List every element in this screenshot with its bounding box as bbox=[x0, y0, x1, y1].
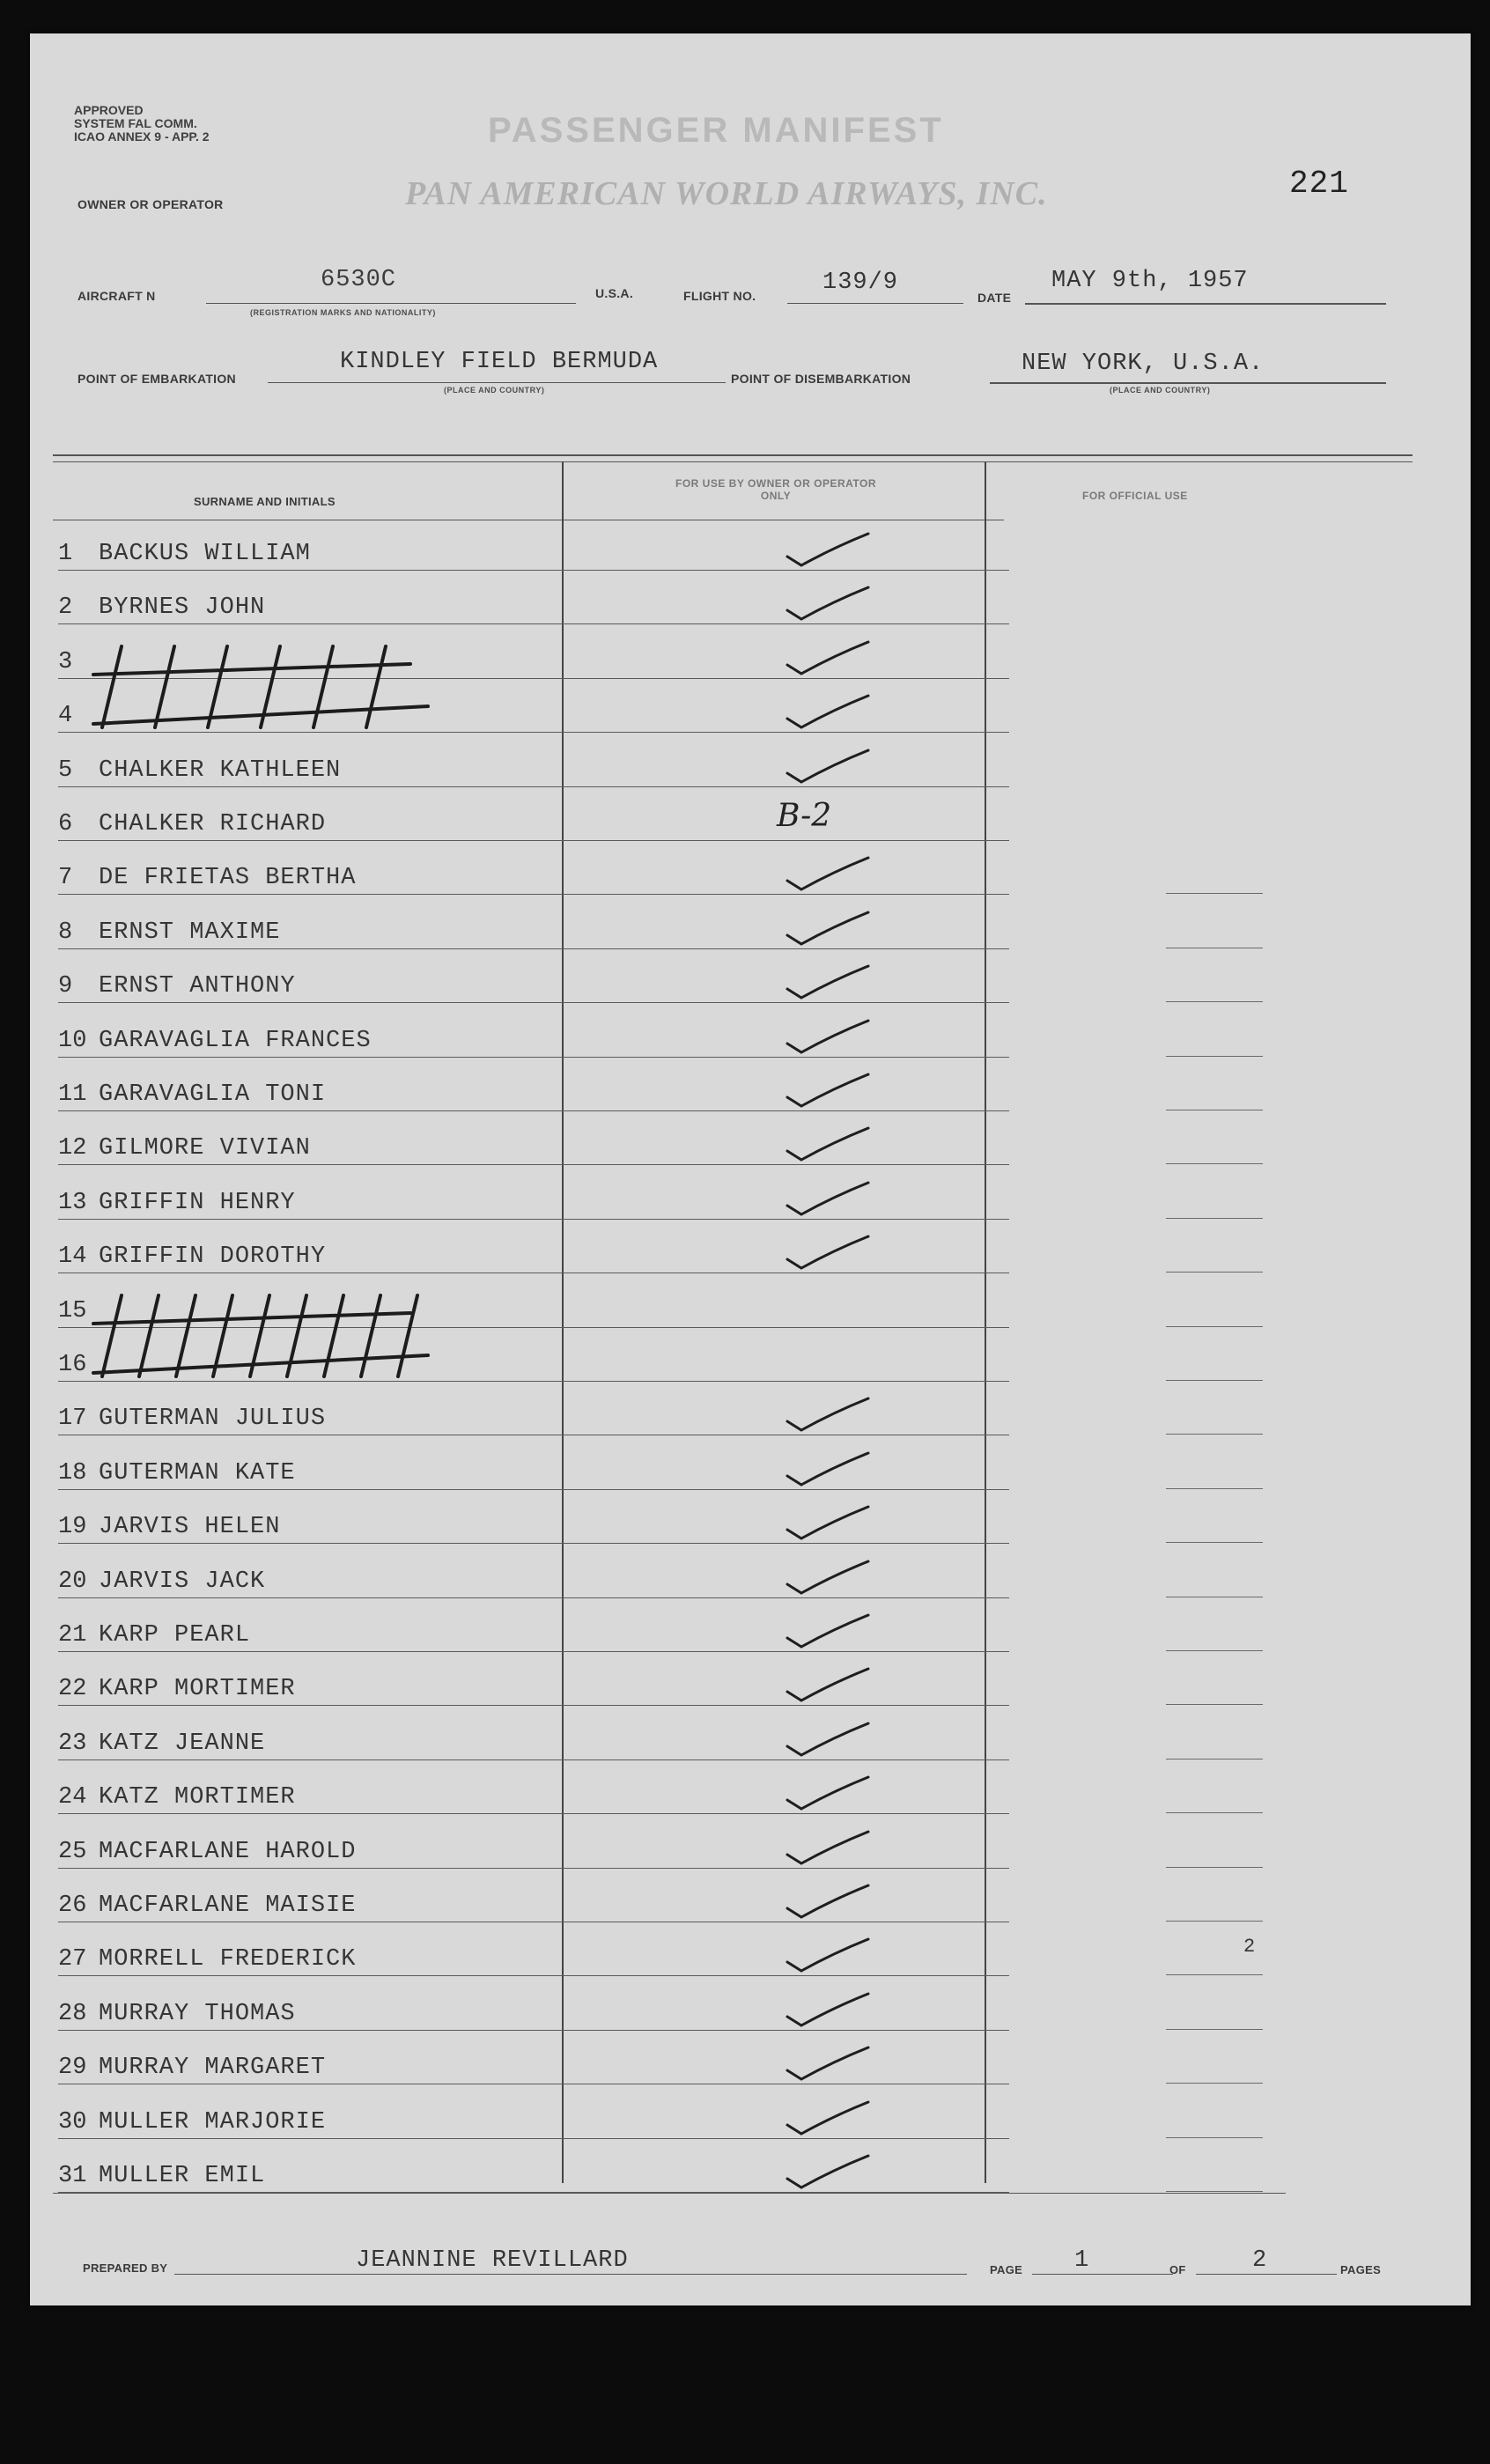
check-mark-icon bbox=[780, 2044, 877, 2083]
check-mark-icon bbox=[780, 584, 877, 623]
check-mark-icon bbox=[780, 909, 877, 948]
passenger-row bbox=[58, 950, 1027, 1003]
total-pages: 2 bbox=[1252, 2247, 1268, 2274]
row-rule bbox=[58, 732, 1009, 733]
row-rule bbox=[58, 1002, 1009, 1003]
row-rule bbox=[58, 786, 1009, 787]
check-mark-icon bbox=[780, 963, 877, 1001]
passenger-name: GILMORE VIVIAN bbox=[99, 1135, 311, 1162]
passenger-row bbox=[58, 1005, 1027, 1058]
official-use-rule bbox=[1166, 1921, 1263, 1922]
registration-hint: (REGISTRATION MARKS AND NATIONALITY) bbox=[250, 308, 436, 317]
col-owner-header: FOR USE BY OWNER OR OPERATOR ONLY bbox=[675, 477, 877, 502]
check-mark-icon bbox=[780, 1774, 877, 1812]
row-rule bbox=[58, 1975, 1009, 1976]
approval-line-1: APPROVED bbox=[74, 103, 144, 117]
aircraft-value: 6530C bbox=[321, 267, 397, 293]
date-value: MAY 9th, 1957 bbox=[1051, 268, 1249, 294]
passenger-name: GRIFFIN DOROTHY bbox=[99, 1243, 327, 1271]
manifest-sheet bbox=[30, 33, 1471, 2305]
official-use-rule bbox=[1166, 2029, 1263, 2030]
passenger-row bbox=[58, 1221, 1027, 1273]
embark-hint: (PLACE AND COUNTRY) bbox=[444, 386, 545, 395]
check-mark-icon bbox=[780, 1071, 877, 1110]
row-number: 28 bbox=[58, 2000, 87, 2027]
row-number: 5 bbox=[58, 756, 73, 784]
passenger-name: KARP MORTIMER bbox=[99, 1676, 296, 1703]
row-rule bbox=[58, 1543, 1009, 1544]
passenger-row bbox=[58, 1708, 1027, 1760]
row-rule bbox=[58, 1813, 1009, 1814]
passenger-name: KATZ MORTIMER bbox=[99, 1784, 296, 1811]
check-mark-icon bbox=[780, 1665, 877, 1704]
passenger-row bbox=[58, 518, 1027, 571]
disembark-value: NEW YORK, U.S.A. bbox=[1022, 350, 1265, 377]
passenger-row bbox=[58, 1546, 1027, 1598]
check-mark-icon bbox=[780, 1936, 877, 1974]
passenger-row bbox=[58, 2086, 1027, 2139]
official-use-rule bbox=[1166, 1163, 1263, 1164]
passenger-name: KARP PEARL bbox=[99, 1622, 251, 1649]
passenger-row bbox=[58, 2140, 1027, 2193]
passenger-name: JARVIS JACK bbox=[99, 1568, 266, 1595]
check-mark-icon bbox=[780, 1017, 877, 1056]
check-mark-icon bbox=[780, 1882, 877, 1921]
passenger-name: DE FRIETAS BERTHA bbox=[99, 865, 357, 892]
official-use-rule bbox=[1166, 1650, 1263, 1651]
passenger-row bbox=[58, 734, 1027, 787]
passenger-name: ERNST ANTHONY bbox=[99, 973, 296, 1000]
row-number: 15 bbox=[58, 1297, 87, 1324]
official-use-rule bbox=[1166, 1218, 1263, 1219]
passenger-row bbox=[58, 1437, 1027, 1490]
official-use-rule bbox=[1166, 1704, 1263, 1705]
passenger-name: CHALKER KATHLEEN bbox=[99, 756, 342, 784]
row-rule bbox=[58, 1597, 1009, 1598]
passenger-row bbox=[58, 626, 1027, 679]
passenger-name: ERNST MAXIME bbox=[99, 918, 281, 946]
official-use-rule bbox=[1166, 1272, 1263, 1273]
row-number: 14 bbox=[58, 1243, 87, 1271]
row-rule bbox=[58, 1057, 1009, 1058]
page-stamp: 221 bbox=[1289, 166, 1349, 202]
row-number: 23 bbox=[58, 1730, 87, 1757]
operator-name: PAN AMERICAN WORLD AIRWAYS, INC. bbox=[405, 175, 1048, 212]
embark-value: KINDLEY FIELD BERMUDA bbox=[340, 349, 659, 375]
of-label: OF bbox=[1169, 2263, 1186, 2276]
official-mark: 2 bbox=[1243, 1936, 1257, 1959]
row-number: 30 bbox=[58, 2108, 87, 2136]
passenger-name: MACFARLANE MAISIE bbox=[99, 1892, 357, 1919]
col-official-header: FOR OFFICIAL USE bbox=[1082, 490, 1188, 502]
row-rule bbox=[58, 570, 1009, 571]
passenger-name: GRIFFIN HENRY bbox=[99, 1189, 296, 1216]
check-mark-icon bbox=[780, 530, 877, 569]
date-label: DATE bbox=[977, 291, 1012, 305]
check-mark-icon bbox=[780, 1612, 877, 1650]
check-mark-icon bbox=[780, 1179, 877, 1218]
row-number: 29 bbox=[58, 2055, 87, 2082]
passenger-row bbox=[58, 572, 1027, 624]
check-mark-icon bbox=[780, 1828, 877, 1867]
passenger-row bbox=[58, 1870, 1027, 1922]
passenger-name: JARVIS HELEN bbox=[99, 1514, 281, 1541]
official-use-rule bbox=[1166, 893, 1263, 894]
check-mark-icon bbox=[780, 2152, 877, 2191]
row-rule bbox=[58, 2138, 1009, 2139]
row-number: 19 bbox=[58, 1514, 87, 1541]
passenger-name: MURRAY MARGARET bbox=[99, 2055, 327, 2082]
row-number: 1 bbox=[58, 541, 73, 567]
passenger-name: GARAVAGLIA TONI bbox=[99, 1081, 327, 1108]
passenger-name: MACFARLANE HAROLD bbox=[99, 1838, 357, 1865]
official-use-rule bbox=[1166, 2191, 1263, 2192]
embark-label: POINT OF EMBARKATION bbox=[77, 372, 236, 386]
row-rule bbox=[58, 894, 1009, 895]
row-rule bbox=[58, 1489, 1009, 1490]
passenger-name: MURRAY THOMAS bbox=[99, 2000, 296, 2027]
check-mark-icon bbox=[780, 2099, 877, 2137]
passenger-name: GUTERMAN JULIUS bbox=[99, 1405, 327, 1433]
official-use-rule bbox=[1166, 1434, 1263, 1435]
passenger-name: GUTERMAN KATE bbox=[99, 1459, 296, 1487]
passenger-row bbox=[58, 1816, 1027, 1869]
passenger-row bbox=[58, 1383, 1027, 1435]
row-number: 9 bbox=[58, 973, 73, 1000]
row-number: 22 bbox=[58, 1676, 87, 1703]
row-rule bbox=[58, 1381, 1009, 1382]
passenger-row bbox=[58, 1653, 1027, 1706]
form-title: PASSENGER MANIFEST bbox=[488, 111, 944, 150]
row-number: 24 bbox=[58, 1784, 87, 1811]
row-rule bbox=[58, 623, 1009, 624]
check-mark-icon bbox=[780, 1125, 877, 1163]
handwritten-note: B-2 bbox=[777, 798, 832, 834]
table-top-rule bbox=[53, 454, 1413, 456]
row-number: 2 bbox=[58, 594, 73, 622]
approval-line-2: SYSTEM FAL COMM. bbox=[74, 116, 197, 130]
passenger-name: CHALKER RICHARD bbox=[99, 811, 327, 837]
pages-label: PAGES bbox=[1340, 2263, 1382, 2276]
check-mark-icon bbox=[780, 1720, 877, 1759]
row-number: 31 bbox=[58, 2163, 87, 2189]
row-rule bbox=[58, 948, 1009, 949]
official-use-rule bbox=[1166, 1001, 1263, 1002]
official-use-rule bbox=[1166, 1326, 1263, 1327]
page-number: 1 bbox=[1074, 2247, 1090, 2274]
check-mark-icon bbox=[780, 1503, 877, 1542]
col-name-header: SURNAME AND INITIALS bbox=[194, 495, 336, 508]
passenger-name: BYRNES JOHN bbox=[99, 594, 266, 622]
flight-label: FLIGHT NO. bbox=[683, 289, 756, 303]
official-use-rule bbox=[1166, 1974, 1263, 1975]
row-number: 21 bbox=[58, 1622, 87, 1649]
row-number: 6 bbox=[58, 811, 73, 837]
passenger-row bbox=[58, 680, 1027, 733]
row-number: 10 bbox=[58, 1027, 87, 1054]
owner-label: OWNER OR OPERATOR bbox=[77, 197, 224, 211]
passenger-name: MORRELL FREDERICK bbox=[99, 1946, 357, 1973]
row-rule bbox=[58, 1651, 1009, 1652]
check-mark-icon bbox=[780, 638, 877, 677]
check-mark-icon bbox=[780, 747, 877, 786]
passenger-row bbox=[58, 1761, 1027, 1814]
row-rule bbox=[58, 1219, 1009, 1220]
row-number: 3 bbox=[58, 648, 73, 675]
row-number: 4 bbox=[58, 703, 73, 730]
row-number: 12 bbox=[58, 1135, 87, 1162]
disembark-label: POINT OF DISEMBARKATION bbox=[731, 372, 911, 386]
passenger-name: MULLER MARJORIE bbox=[99, 2108, 327, 2136]
check-mark-icon bbox=[780, 1558, 877, 1597]
check-mark-icon bbox=[780, 1450, 877, 1488]
passenger-row bbox=[58, 1329, 1027, 1382]
prepared-value: JEANNINE REVILLARD bbox=[356, 2247, 629, 2274]
approval-block bbox=[74, 104, 210, 144]
official-use-rule bbox=[1166, 2083, 1263, 2084]
row-rule bbox=[58, 1759, 1009, 1760]
row-rule bbox=[58, 1164, 1009, 1165]
row-number: 13 bbox=[58, 1189, 87, 1216]
row-rule bbox=[58, 1868, 1009, 1869]
official-use-rule bbox=[1166, 1056, 1263, 1057]
passenger-row bbox=[58, 1059, 1027, 1111]
row-number: 20 bbox=[58, 1568, 87, 1595]
passenger-name: KATZ JEANNE bbox=[99, 1730, 266, 1757]
disembark-hint: (PLACE AND COUNTRY) bbox=[1110, 386, 1211, 395]
passenger-row bbox=[58, 788, 1027, 841]
official-use-rule bbox=[1166, 1380, 1263, 1381]
row-rule bbox=[58, 2030, 1009, 2031]
row-number: 11 bbox=[58, 1081, 87, 1108]
prepared-label: PREPARED BY bbox=[83, 2261, 168, 2275]
row-number: 26 bbox=[58, 1892, 87, 1919]
country-label: U.S.A. bbox=[595, 286, 634, 300]
check-mark-icon bbox=[780, 692, 877, 731]
official-use-rule bbox=[1166, 1867, 1263, 1868]
check-mark-icon bbox=[780, 1233, 877, 1272]
approval-line-3: ICAO ANNEX 9 - APP. 2 bbox=[74, 129, 210, 144]
check-mark-icon bbox=[780, 1990, 877, 2029]
passenger-row bbox=[58, 1978, 1027, 2031]
passenger-row bbox=[58, 842, 1027, 895]
aircraft-label: AIRCRAFT N bbox=[77, 289, 156, 303]
check-mark-icon bbox=[780, 854, 877, 893]
official-use-rule bbox=[1166, 1812, 1263, 1813]
passenger-name: MULLER EMIL bbox=[99, 2163, 266, 2189]
check-mark-icon bbox=[780, 1395, 877, 1434]
page-label: PAGE bbox=[990, 2263, 1023, 2276]
row-rule bbox=[58, 840, 1009, 841]
passenger-row bbox=[58, 1491, 1027, 1544]
passenger-row bbox=[58, 1923, 1027, 1976]
row-number: 8 bbox=[58, 918, 73, 946]
passenger-name: BACKUS WILLIAM bbox=[99, 541, 311, 567]
passenger-row bbox=[58, 896, 1027, 949]
official-use-rule bbox=[1166, 2137, 1263, 2138]
row-number: 25 bbox=[58, 1838, 87, 1865]
passenger-row bbox=[58, 1599, 1027, 1652]
official-use-rule bbox=[1166, 1488, 1263, 1489]
row-number: 27 bbox=[58, 1946, 87, 1973]
row-rule bbox=[58, 1110, 1009, 1111]
passenger-row bbox=[58, 2032, 1027, 2084]
table-bottom-rule bbox=[53, 2193, 1286, 2194]
flight-value: 139/9 bbox=[822, 269, 899, 296]
row-number: 17 bbox=[58, 1405, 87, 1433]
row-number: 16 bbox=[58, 1352, 87, 1378]
row-number: 18 bbox=[58, 1459, 87, 1487]
official-use-rule bbox=[1166, 1542, 1263, 1543]
row-number: 7 bbox=[58, 865, 73, 892]
passenger-name: GARAVAGLIA FRANCES bbox=[99, 1027, 372, 1054]
row-rule bbox=[58, 1705, 1009, 1706]
passenger-row bbox=[58, 1167, 1027, 1220]
passenger-row bbox=[58, 1275, 1027, 1328]
passenger-row bbox=[58, 1112, 1027, 1165]
